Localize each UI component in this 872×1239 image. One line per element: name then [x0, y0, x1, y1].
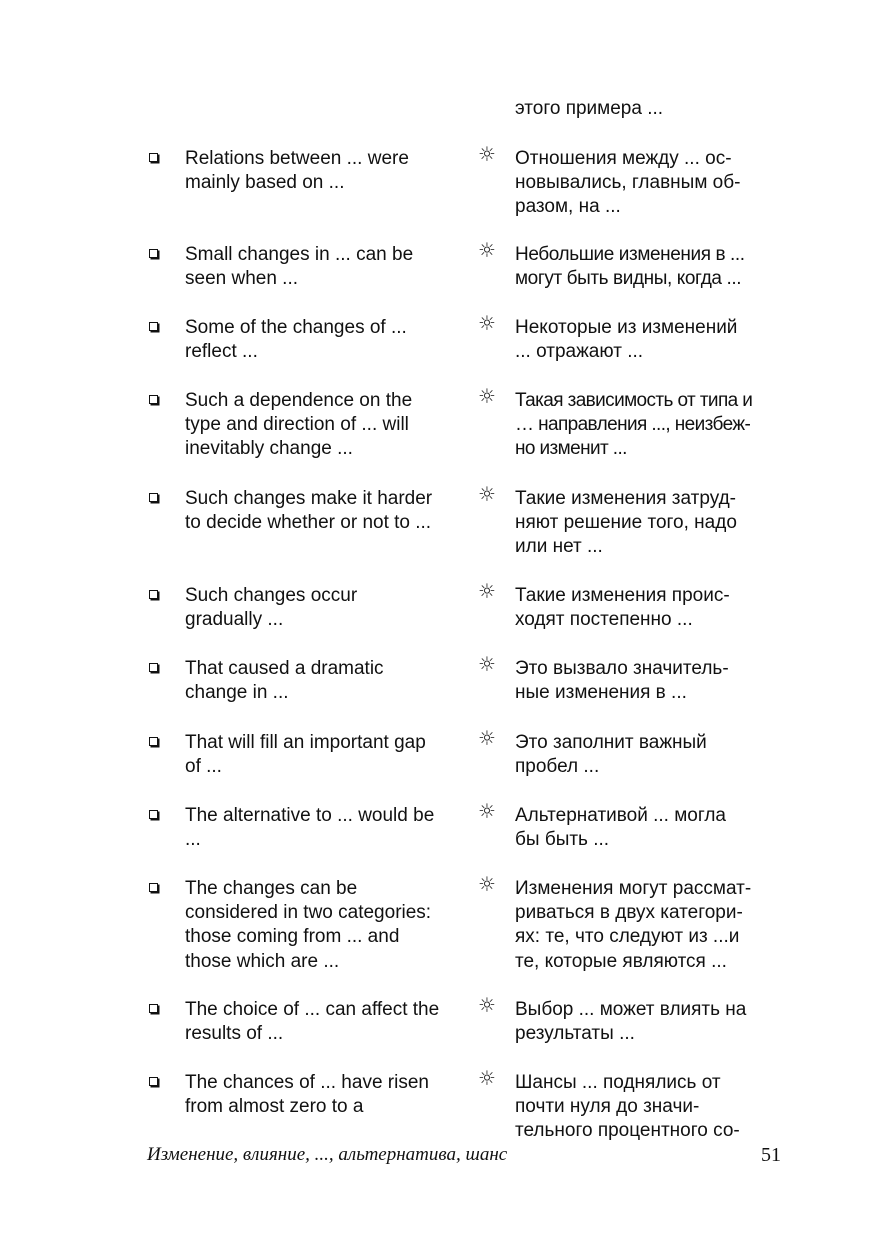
russian-translation: Такие изменения затруд- няют решение того, надо или нет ... — [515, 488, 737, 558]
checkbox-bullet-icon — [149, 493, 158, 502]
english-phrase: The alternative to ... would be ... — [185, 805, 435, 851]
phrase-entry — [140, 142, 800, 227]
sun-icon: ☼ — [478, 579, 496, 603]
russian-translation: Отношения между ... ос- новывались, главным об- разом, на ... — [515, 148, 741, 218]
sun-icon: ☼ — [478, 142, 496, 166]
checkbox-bullet-icon — [149, 395, 158, 404]
phrase-entry — [140, 799, 800, 884]
english-phrase: Such changes occur gradually ... — [185, 585, 358, 631]
english-phrase: Such a dependence on the type and direction of ... will inevitably change ... — [185, 390, 413, 460]
russian-translation: Это вызвало значитель- ные изменения в ... — [515, 658, 729, 704]
sun-icon: ☼ — [478, 384, 496, 408]
sun-icon: ☼ — [478, 482, 496, 506]
sun-icon: ☼ — [478, 872, 496, 896]
phrase-entry — [140, 872, 800, 972]
english-phrase: Some of the changes of ... reflect ... — [185, 317, 407, 363]
phrase-entry — [140, 1066, 800, 1151]
sun-icon: ☼ — [478, 652, 496, 676]
phrase-entry — [140, 993, 800, 1078]
running-footer-title: Изменение, влияние, ..., альтернатива, шанс — [147, 1144, 508, 1165]
page-number: 51 — [761, 1144, 781, 1166]
checkbox-bullet-icon — [149, 737, 158, 746]
phrase-entry — [140, 238, 800, 323]
sun-icon: ☼ — [478, 726, 496, 750]
phrase-entry — [140, 726, 800, 811]
russian-translation: Альтернативой ... могла бы быть ... — [515, 805, 727, 851]
checkbox-bullet-icon — [149, 663, 158, 672]
sun-icon: ☼ — [478, 993, 496, 1017]
checkbox-bullet-icon — [149, 810, 158, 819]
phrase-entry — [140, 579, 800, 664]
russian-translation: Шансы ... поднялись от почти нуля до значи- тельного процентного со- — [515, 1072, 740, 1142]
carry-over-text: этого примера ... — [515, 98, 664, 119]
sun-icon: ☼ — [478, 238, 496, 262]
english-phrase: That will fill an important gap of ... — [185, 732, 426, 778]
russian-translation: Такая зависимость от типа и … направления ..., неизбеж- но изменит ... — [515, 390, 753, 460]
russian-translation: Небольшие изменения в ... могут быть видны, когда ... — [515, 244, 745, 290]
checkbox-bullet-icon — [149, 590, 158, 599]
phrase-entry — [140, 384, 800, 469]
checkbox-bullet-icon — [149, 249, 158, 258]
phrase-entry — [140, 652, 800, 737]
sun-icon: ☼ — [478, 311, 496, 335]
checkbox-bullet-icon — [149, 1077, 158, 1086]
sun-icon: ☼ — [478, 799, 496, 823]
phrase-entry — [140, 311, 800, 396]
english-phrase: Small changes in ... can be seen when ... — [185, 244, 414, 290]
english-phrase: The changes can be considered in two categories: those coming from ... and those which are ... — [185, 878, 432, 972]
russian-translation: Изменения могут рассмат- риваться в двух категори- ях: те, что следуют из ...и те, которые являются ... — [515, 878, 752, 972]
russian-translation: Выбор ... может влиять на результаты ... — [515, 999, 747, 1045]
russian-translation: Некоторые из изменений ... отражают ... — [515, 317, 738, 363]
russian-translation: Это заполнит важный пробел ... — [515, 732, 707, 778]
english-phrase: The choice of ... can affect the results of ... — [185, 999, 440, 1045]
checkbox-bullet-icon — [149, 153, 158, 162]
english-phrase: Such changes make it harder to decide whether or not to ... — [185, 488, 433, 534]
english-phrase: Relations between ... were mainly based on ... — [185, 148, 409, 194]
russian-translation: Такие изменения проис- ходят постепенно ... — [515, 585, 730, 631]
checkbox-bullet-icon — [149, 1004, 158, 1013]
checkbox-bullet-icon — [149, 322, 158, 331]
checkbox-bullet-icon — [149, 883, 158, 892]
english-phrase: The chances of ... have risen from almost zero to a — [185, 1072, 429, 1118]
english-phrase: That caused a dramatic change in ... — [185, 658, 384, 704]
sun-icon: ☼ — [478, 1066, 496, 1090]
phrase-entry — [140, 482, 800, 567]
